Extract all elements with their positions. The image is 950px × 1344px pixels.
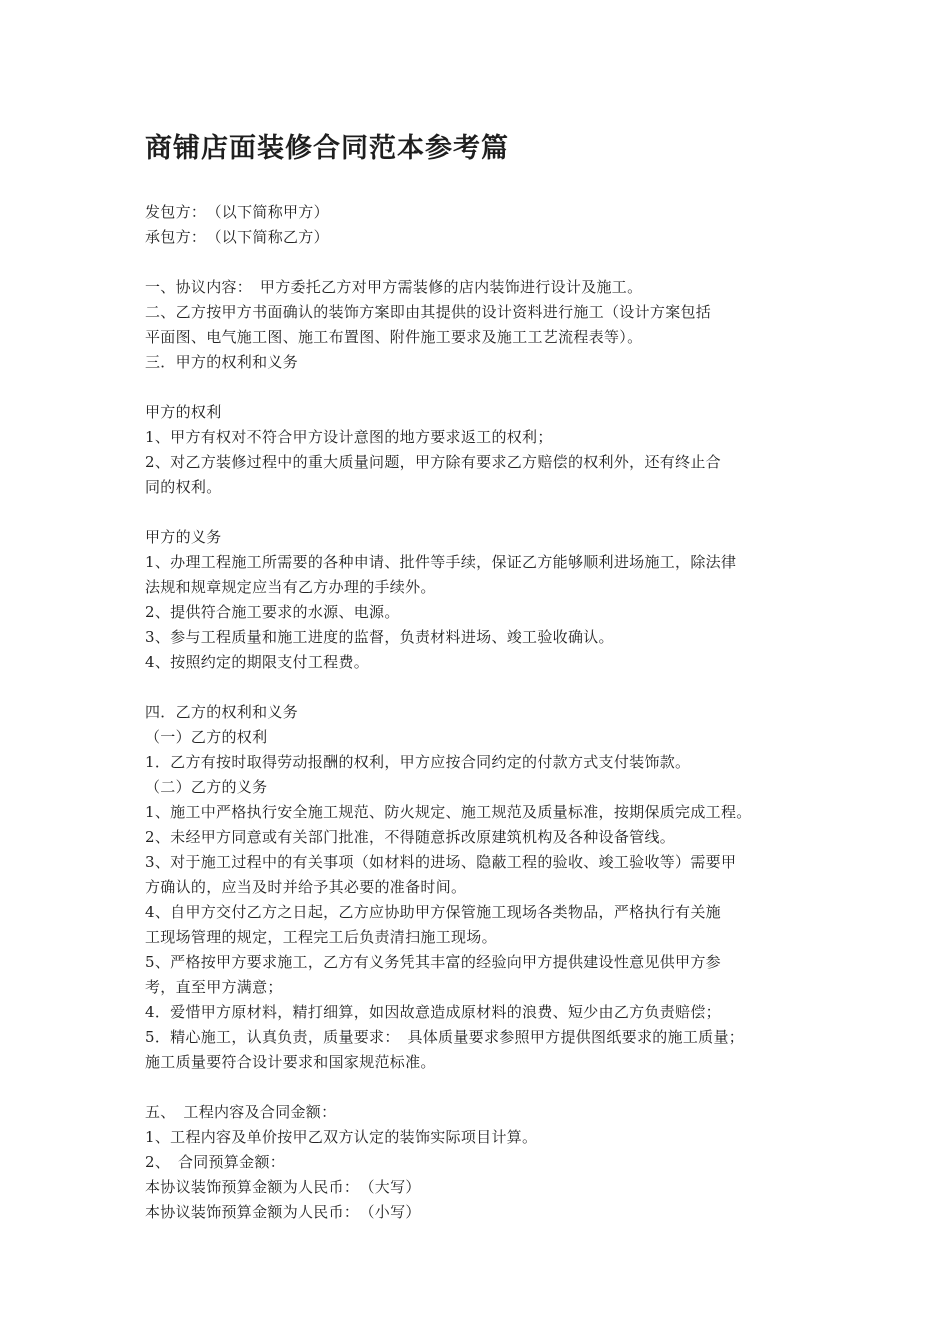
text-line: 同的权利。 [145,478,222,496]
text-line: 本协议装饰预算金额为人民币： （大写） [145,1178,421,1196]
text-line: 4、自甲方交付乙方之日起，乙方应协助甲方保管施工现场各类物品，严格执行有关施 [145,903,721,921]
blank-line [145,675,825,700]
text-line: 五、 工程内容及合同金额： [145,1103,337,1121]
text-line: 平面图、电气施工图、施工布置图、附件施工要求及施工工艺流程表等）。 [145,328,643,346]
text-line: 甲方的权利 [145,403,222,421]
text-line: 5、严格按甲方要求施工，乙方有义务凭其丰富的经验向甲方提供建设性意见供甲方参 [145,953,721,971]
text-line: 2、 合同预算金额： [145,1153,286,1171]
text-line: （二）乙方的义务 [145,778,268,796]
text-line: 法规和规章规定应当有乙方办理的手续外。 [145,578,436,596]
text-line: 工现场管理的规定，工程完工后负责清扫施工现场。 [145,928,497,946]
text-line: 三．甲方的权利和义务 [145,353,299,371]
text-line: 3、对于施工过程中的有关事项（如材料的进场、隐蔽工程的验收、竣工验收等）需要甲 [145,853,737,871]
blank-line [145,250,825,275]
document-title: 商铺店面装修合同范本参考篇 [145,133,509,164]
blank-line [145,375,825,400]
text-line: 发包方： （以下简称甲方） [145,203,329,221]
text-line: 1、甲方有权对不符合甲方设计意图的地方要求返工的权利； [145,428,553,446]
text-line: （一）乙方的权利 [145,728,268,746]
text-line: 一、协议内容： 甲方委托乙方对甲方需装修的店内装饰进行设计及施工。 [145,278,643,296]
text-line: 施工质量要符合设计要求和国家规范标准。 [145,1053,436,1071]
text-line: 1、施工中严格执行安全施工规范、防火规定、施工规范及质量标准，按期保质完成工程。 [145,803,752,821]
text-line: 二、乙方按甲方书面确认的装饰方案即由其提供的设计资料进行施工（设计方案包括 [145,303,712,321]
text-line: 四．乙方的权利和义务 [145,703,299,721]
text-line: 5．精心施工，认真负责，质量要求： 具体质量要求参照甲方提供图纸要求的施工质量； [145,1028,745,1046]
text-line: 1、办理工程施工所需要的各种申请、批件等手续，保证乙方能够顺利进场施工，除法律 [145,553,737,571]
text-line: 1、工程内容及单价按甲乙双方认定的装饰实际项目计算。 [145,1128,538,1146]
text-line: 4、按照约定的期限支付工程费。 [145,653,370,671]
text-line: 本协议装饰预算金额为人民币： （小写） [145,1203,421,1221]
text-line: 3、参与工程质量和施工进度的监督，负责材料进场、竣工验收确认。 [145,628,614,646]
text-line: 甲方的义务 [145,528,222,546]
blank-line [145,500,825,525]
blank-line [145,1075,825,1100]
text-line: 4．爱惜甲方原材料，精打细算，如因故意造成原材料的浪费、短少由乙方负责赔偿； [145,1003,721,1021]
text-line: 2、对乙方装修过程中的重大质量问题，甲方除有要求乙方赔偿的权利外，还有终止合 [145,453,721,471]
text-line: 承包方： （以下简称乙方） [145,228,329,246]
document-body [145,200,825,1225]
text-line: 2、未经甲方同意或有关部门批准，不得随意拆改原建筑机构及各种设备管线。 [145,828,676,846]
text-line: 方确认的，应当及时并给予其必要的准备时间。 [145,878,467,896]
text-line: 考，直至甲方满意； [145,978,283,996]
text-line: 1．乙方有按时取得劳动报酬的权利，甲方应按合同约定的付款方式支付装饰款。 [145,753,691,771]
text-line: 2、提供符合施工要求的水源、电源。 [145,603,400,621]
